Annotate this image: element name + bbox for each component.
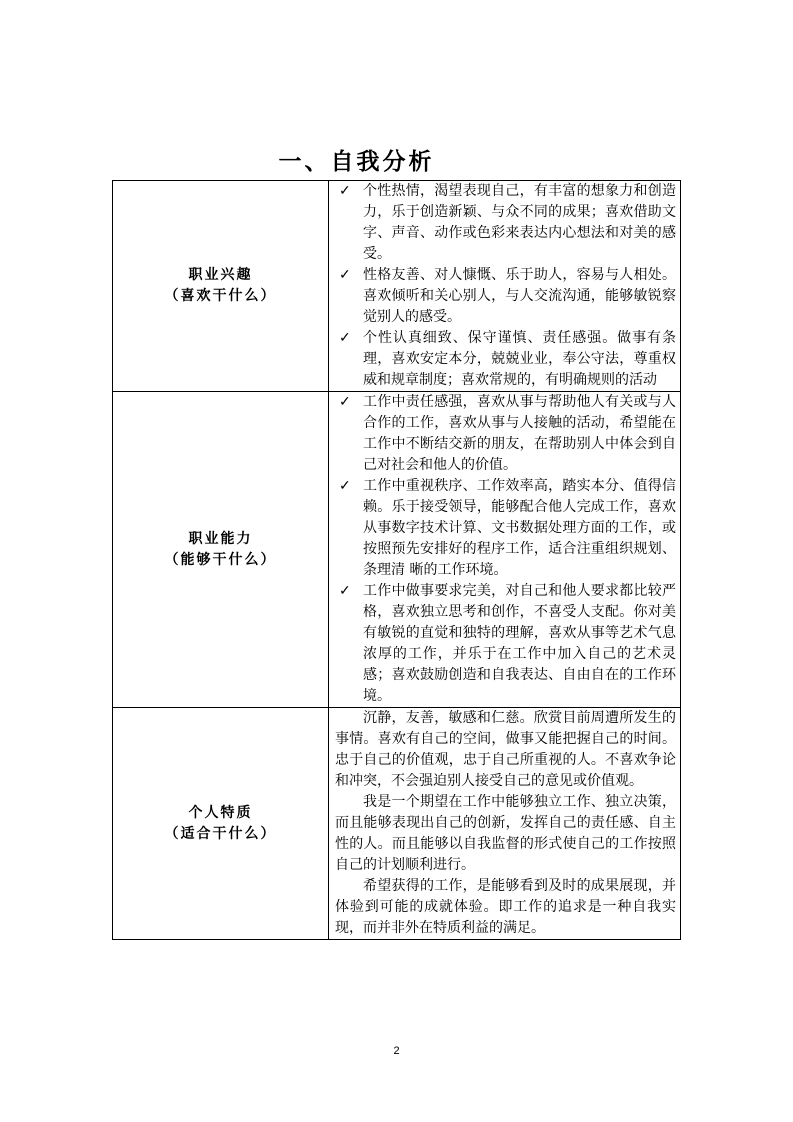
list-item-text: 个性认真细致、保守谨慎、责任感强。做事有条理，喜欢安定本分，兢兢业业，奉公守法，尊重权威和规章制度；喜欢常规的，有明确规则的活动 (363, 330, 676, 388)
check-icon: ✓ (339, 583, 351, 599)
row-label-interest (113, 181, 329, 392)
check-icon: ✓ (339, 183, 351, 199)
self-analysis-table (112, 180, 681, 940)
table-row-interest (113, 181, 681, 392)
list-item-text: 工作中责任感强，喜欢从事与帮助他人有关或与人合作的工作，喜欢从事与人接触的活动，希望能在工作中不断结交新的朋友，在帮助别人中体会到自己对社会和他人的价值。 (363, 394, 676, 473)
check-icon: ✓ (339, 394, 351, 410)
list-item (335, 476, 676, 581)
table-row-traits (113, 708, 681, 940)
row-label-subtitle: （适合干什么） (164, 825, 277, 842)
row-content-traits (329, 708, 681, 940)
row-label-title: 职业兴趣 (188, 267, 253, 283)
check-icon: ✓ (339, 330, 351, 346)
page-number: 2 (393, 1045, 400, 1057)
row-content-interest (329, 181, 681, 392)
check-icon: ✓ (339, 267, 351, 283)
row-label-ability (113, 392, 329, 708)
list-item (335, 392, 676, 476)
list-item (335, 181, 676, 265)
list-item-text: 个性热情，渴望表现自己，有丰富的想象力和创造力，乐于创造新颖、与众不同的成果；喜欢借助文字、声音、动作或色彩来表达内心想法和对美的感受。 (363, 183, 676, 262)
row-label-traits (113, 708, 329, 940)
list-item-text: 工作中做事要求完美，对自己和他人要求都比较严格，喜欢独立思考和创作，不喜受人支配。你对美 有敏锐的直觉和独特的理解，喜欢从事等艺术气息浓厚的工作，并乐于在工作中加入自己的艺术灵感；喜欢鼓励创造和自我表达、自由自在的工作环境。 (363, 583, 676, 704)
paragraph: 沉静，友善，敏感和仁慈。欣赏目前周遭所发生的事情。喜欢有自己的空间，做事又能把握自己的时间。忠于自己的价值观，忠于自己所重视的人。不喜欢争论和冲突，不会强迫别人接受自己的意见或价值观。 (335, 710, 676, 789)
list-item (335, 328, 676, 391)
list-item-text: 工作中重视秩序、工作效率高，踏实本分、值得信赖。乐于接受领导，能够配合他人完成工作，喜欢从事数字技术计算、文书数据处理方面的工作，或按照预先安排好的程序工作，适合注重组织规划、条理清 晰的工作环境。 (363, 478, 676, 578)
row-content-ability (329, 392, 681, 708)
paragraph: 我是一个期望在工作中能够独立工作、独立决策，而且能够表现出自己的创新，发挥自己的责任感、自主性的人。而且能够以自我监督的形式使自己的工作按照自己的计划顺利进行。 (335, 794, 676, 873)
table-row-ability (113, 392, 681, 708)
paragraph: 希望获得的工作，是能够看到及时的成果展现，并体验到可能的成就体验。即工作的追求是一种自我实现，而并非外在特质利益的满足。 (335, 878, 676, 936)
page-title: 一、自我分析 (278, 149, 435, 175)
row-label-title: 个人特质 (188, 804, 253, 821)
list-item (335, 581, 676, 707)
list-item (335, 265, 676, 328)
row-label-subtitle: （喜欢干什么） (164, 288, 277, 304)
check-icon: ✓ (339, 478, 351, 494)
list-item-text: 性格友善、对人慷慨、乐于助人，容易与人相处。喜欢倾听和关心别人，与人交流沟通，能够敏锐察觉别人的感受。 (363, 267, 676, 325)
row-label-title: 职业能力 (188, 530, 253, 547)
row-label-subtitle: （能够干什么） (164, 551, 277, 568)
